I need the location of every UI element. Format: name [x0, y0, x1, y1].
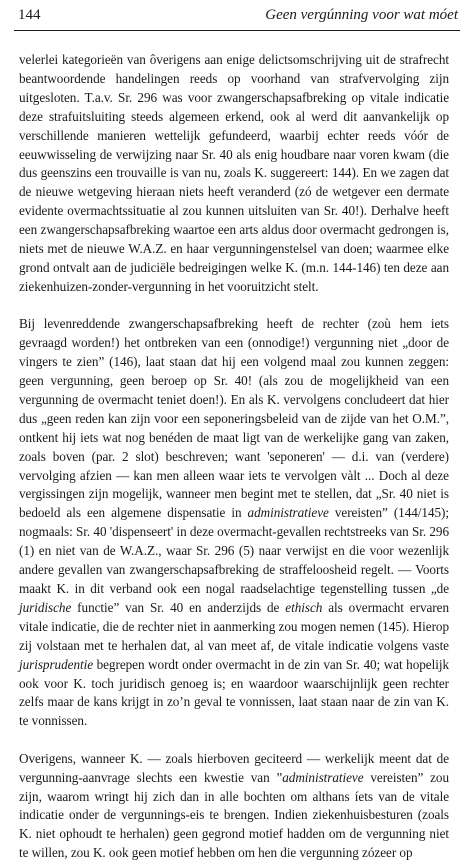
- running-title: Geen vergúnning voor wat móet: [265, 7, 458, 23]
- italic-text: jurisprudentie: [19, 656, 94, 672]
- text-run: als overmacht ervaren vitale indicatie, die de rechter niet in aanmerking zou mogen nemen (145). Hierop zij volstaan met te herhalen dat, al van meet af, de vitale indicatie volgens vaste: [19, 599, 449, 653]
- italic-text: ethisch: [285, 599, 323, 615]
- text-run: Overigens, wanneer K. — zoals hierboven geciteerd — werkelijk meent dat de vergunning-aanvrage slechts een kwestie van ”: [19, 750, 449, 785]
- text-run: vereisten” zou zijn, waarom wringt hij zich dan in alle bochten om althans íets van de vitale indicatie onder de vergunnings-eis te brengen. Indien ziekenhuisbesturen (zoals K. niet ophoudt te herhalen) geen gegrond motief hadden om de vergunning niet te willen, zou K. ook geen motief hebben om hen die vergunning zózeer op: [19, 769, 449, 861]
- italic-text: juridische: [19, 599, 72, 615]
- header-rule: [14, 30, 460, 31]
- italic-text: administratieve: [282, 769, 364, 785]
- text-run: vereisten” (144/145); nogmaals: Sr. 40 'dispenseert' in deze overmacht-gevallen rechtstreeks van Sr. 296 (1) en niet van de W.A.Z., waar Sr. 296 (5) naar verwijst en die voor wezenlijk andere gevallen van zwangerschapsafbreking de straffeloosheid regelt. — Voorts maakt K. in dit verband ook een nogal raadselachtige tegenstelling tussen „de: [19, 505, 450, 596]
- paragraph: [19, 315, 449, 731]
- paragraph: [19, 750, 449, 863]
- text-run: functie” van Sr. 40 en anderzijds de: [71, 599, 286, 615]
- text-run: velerlei kategorieën van ôverigens aan enige delictsomschrijving uit de strafrecht beantwoordende handelingen reeds op voorhand van strafvervolging zijn uitgesloten. T.a.v. Sr. 296 was voor zwangerschapsafbreking op vitale indicatie deze strafuitsluiting steeds algemeen erkend, ook al werd dit aanvankelijk op verschillende manieren wettelijk gefundeerd, waarbij echter reeds vóór de eeuwwisseling de verwijzing naar Sr. 40 als enig houdbare naar voren kwam (die dus geenszins een trouvaille is van nu, zoals K. suggereert: 144). En we zagen dat de nieuwe wetgeving hieraan niets heeft veranderd (zó de wetgever een dermate evidente overmachtssituatie al zou kunnen uitsluiten van Sr. 40!). Derhalve heeft een zwangerschapsafbreking waartoe een arts aldus door overmacht gedrongen is, niets met de nieuwe W.A.Z. en haar vergunningenstelsel van doen; waarmee elke grond ontvalt aan de judiciële bedreigingen welke K. (m.n. 144-146) ten deze aan ziekenhuizen-zonder-vergunning in het vooruitzicht stelt.: [19, 52, 449, 294]
- paragraph: [19, 51, 449, 297]
- page-number: 144: [18, 7, 41, 23]
- text-run: Bij levenreddende zwangerschapsafbreking heeft de rechter (zoù hem iets gevraagd worden!) het ontbreken van een (onnodige!) vergunning niet „door de vingers te zien” (146), laat staan dat hij een volgend maal zou kunnen zeggen: geen vergunning, geen beroep op Sr. 40! (als zou de mogelijkheid van een vergunning de overmacht teniet doen!). En als K. vervolgens concludeert dat hier dus „geen reden kan zijn voor een seponeringsbeleid van de zijde van het O.M.”, ontkent hij iets wat nog benéden de maat ligt van de werkelijke gang van zaken, zoals boven (par. 2 slot) beschreven; want 'seponeren' — d.i. van (verdere) vervolging afzien — kan men alleen waar iets te vervolgen vàlt ... Doch al deze vergissingen zijn mogelijk, wanneer men begint met te stellen, dat „Sr. 40 niet is bedoeld als een algemene dispensatie in: [19, 316, 449, 521]
- italic-text: administratieve: [247, 505, 329, 521]
- text-run: begrepen wordt onder overmacht in de zin van Sr. 40; wat hopelijk ook voor K. toch juridisch genoeg is; en waardoor waarschijnlijk geen rechter zelfs maar de kans krijgt in zo’n geval te vonnissen, laat staan naar de zin van K. te vonnissen.: [19, 656, 449, 729]
- body-text: [19, 51, 449, 863]
- running-head: [18, 7, 458, 27]
